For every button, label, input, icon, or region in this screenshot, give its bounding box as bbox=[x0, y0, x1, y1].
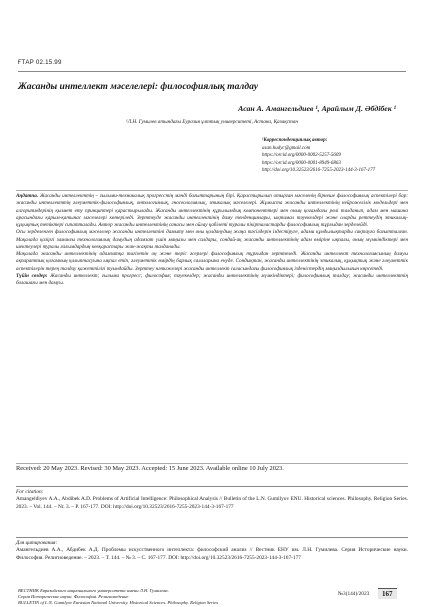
citation-russian bbox=[16, 537, 408, 562]
citation-english bbox=[16, 486, 408, 511]
orcid-link-2[interactable]: https://orcid.org/0000-0001-8949-6863 bbox=[262, 160, 341, 166]
abstract-section bbox=[16, 193, 408, 287]
author-affiliation: ¹Л.Н. Гумилев атындағы Еуразия ұлттық университеті, Астана, Қазақстан bbox=[126, 119, 298, 125]
journal-footer bbox=[18, 588, 218, 607]
corresponding-author-block bbox=[262, 137, 375, 175]
abstract-divider bbox=[16, 190, 408, 191]
citation-english-heading: For citation: bbox=[16, 489, 44, 495]
article-title: Жасанды интеллект мәселелері: философиялық талдау bbox=[18, 81, 259, 92]
footer-line-3: BULLETIN of L.N. Gumilyov Eurasian National University. Historical Sciences. Philosophy. Religion Series bbox=[18, 600, 219, 606]
abstract-paragraph-3: Мақалада жасанды интеллектінің адамзатқа тигізетін оң және теріс әсерлері философиялық тұрғыдан зерттеледі. Жасанды интеллект технологиясының дамуы ақпараттық қоғамның қалыптасуына ықпал етіп, әлеуметтік өмірдің барлық салаларына енуде. Сондықтан, жасанды интеллектінің этикалық, құқықтық және әлеуметтік аспектілерін терең талдау қажеттілігі туындайды. Зерттеу нәтижелері жасанды интеллект саласындағы философиялық ізденістердің маңыздылығын көрсетеді. bbox=[16, 251, 408, 272]
author-email[interactable]: asan.hudyc@gmail.com bbox=[262, 145, 311, 151]
footer-line-2: Серия Исторические науки. Философия. Религиоведение bbox=[18, 594, 129, 600]
citation-english-text: Amangeldiyev A.A., Abdibek A.D. Problems of Artificial Intelligence: Philosophical Analysis // Bulletin of the L.N. Gumilyov ENU. Historical sciences. Philosophy. Religion Series. 2023. – Vol. 144. – Nr. 3. – P. 167-177. DOI: http://doi.org/10.32523/2616-7255-2023-144-3-167-177 bbox=[16, 496, 408, 510]
footer-line-1: ВЕСТНИК Евразийского национального университета имени Л.Н. Гумилева. bbox=[18, 588, 169, 593]
citation-russian-heading: Для цитирования: bbox=[16, 540, 58, 546]
keywords-label: Түйін сөздер: bbox=[16, 272, 48, 279]
doi-link[interactable]: http://doi.org/10.32523/2616-7255-2023-144-3-167-177 bbox=[262, 168, 376, 174]
abstract-paragraph-2: Осы зерделенген философиялық мәселелер жасанды интеллектіні дамыту мен оны қолданудың жаңа тәсілдерін іздестіруге, адами құндылықтарды сақтауға бағытталған. Мақалада қазіргі заманғы технологиялық дамудың адамзат үшін маңызы мен салдары, сондай-ақ жасанды интеллектінің адам өміріне ықпалы, оның мүмкіндіктері мен шектеулері туралы ғалымдардың көзқарастары жан-жақты талданады. bbox=[16, 229, 408, 250]
orcid-link-1[interactable]: https://orcid.org/0000-0002-5257-5609 bbox=[262, 153, 341, 159]
article-classification-code: ҒТАР 02.15.99 bbox=[18, 59, 62, 66]
dates-divider bbox=[16, 463, 408, 464]
publication-dates: Received: 20 May 2023. Revised: 30 May 2023. Accepted: 15 June 2023. Available online 10 July 2023. bbox=[16, 465, 284, 472]
keywords-text: Жасанды интеллект; ғылыми прогресс; философия; тәуекелдер; жасанды интеллектінің мүмкіндіктері; философиялық талдау; жасанды интеллекттің болашағы мен дамуы. bbox=[16, 272, 408, 286]
citation-russian-text: Амангельдиев А.А., Абдибек А.Д. Проблемы искусственного интеллекта: философский анализ // Вестник ЕНУ им. Л.Н. Гумилева. Серия Исторические науки. Философия. Религиоведение. – 2023. – Т. 144. – № 3. – С. 167-177. DOI: http://doi.org/10.32523/2616-7255-2023-144-3-167-177 bbox=[16, 547, 408, 561]
abstract-label: Аңдатпа. bbox=[16, 193, 39, 199]
corresponding-author-heading: ¹Корреспонденциялық автор: bbox=[262, 138, 328, 143]
page-number: 167 bbox=[378, 588, 397, 599]
abstract-text-1: Жасанды интеллекттің – ғылыми-техникалық прогресстің мәнді бағыттарының бірі. Қарастырылып отырған мәселенің бірнеше философиялық аспектілері бар: жасанды интеллекттің әлеуметтік-философиялық, онтологиялық, гносеологиялық, этикалық мәселелері. Жұмыста жасанды интеллектінің нейрожелілік модельдері мен алгоритмдерінің қызмет ету принциптері қарастырылады. Жасанды интеллектінің құрылымдық компоненттері мен оның қоғамдағы рөлі талданып, адам мен машина арасындағы қарым-қатынас мәселелері көтеріледі. Зерттеуде жасанды интеллектінің даму тенденциялары, ықтимал тәуекелдері және оларды реттеудің этикалық-құқықтық тетіктері сипатталады. Автор жасанды интеллектінің санасы мен ойлау қабілеті туралы пікірталастарды философиялық тұрғыдан зерделейді. bbox=[16, 193, 408, 228]
issue-number: №3(144)/2023 bbox=[338, 591, 370, 597]
keywords-line bbox=[16, 273, 408, 288]
abstract-paragraph-1 bbox=[16, 193, 408, 229]
header-divider bbox=[18, 71, 406, 72]
article-authors: Асан А. Амангельдиев ¹, Арайлым Д. Әбдібек ¹ bbox=[238, 104, 396, 113]
